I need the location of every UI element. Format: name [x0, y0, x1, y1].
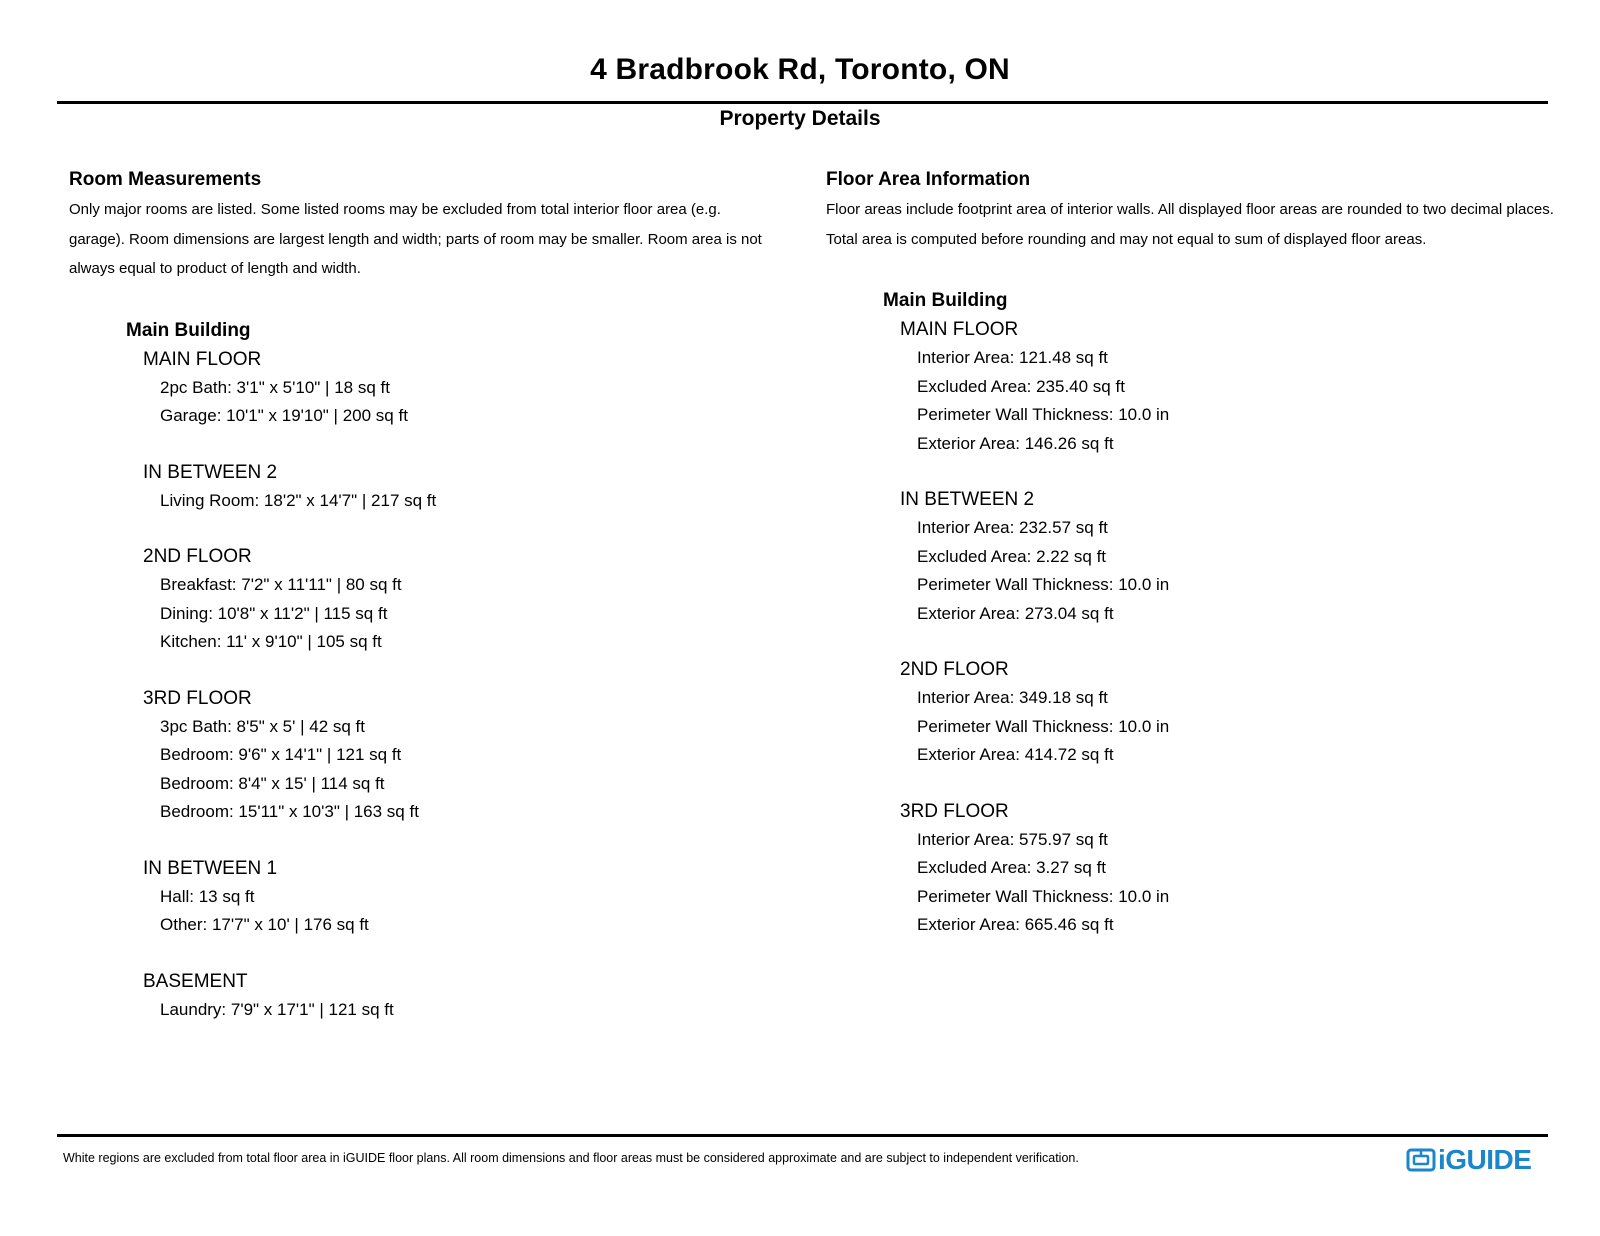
iguide-logo-text: iGUIDE: [1438, 1144, 1532, 1175]
area-item: Perimeter Wall Thickness: 10.0 in: [917, 716, 1170, 736]
area-item: Excluded Area: 3.27 sq ft: [917, 858, 1107, 877]
area-item: Exterior Area: 665.46 sq ft: [917, 915, 1114, 934]
title-rule: [57, 101, 1548, 104]
area-item: Perimeter Wall Thickness: 10.0 in: [917, 886, 1170, 906]
area-item: Interior Area: 349.18 sq ft: [917, 688, 1108, 707]
floor-section: [900, 655, 1556, 770]
room-item: Bedroom: 9'6" x 14'1" | 121 sq ft: [160, 745, 402, 764]
room-item: Garage: 10'1" x 19'10" | 200 sq ft: [160, 406, 408, 425]
area-item: Exterior Area: 414.72 sq ft: [917, 745, 1114, 764]
floor-section: [143, 345, 779, 431]
floor-name: MAIN FLOOR: [143, 348, 262, 370]
floor-name: BASEMENT: [143, 970, 248, 992]
page-subtitle: Property Details: [719, 107, 881, 130]
floor-name: MAIN FLOOR: [900, 319, 1019, 340]
footer-note: White regions are excluded from total floor area in iGUIDE floor plans. All room dimensions and floor areas must be considered approximate and are subject to independent verification.: [63, 1151, 1079, 1165]
area-building: [883, 287, 1556, 940]
area-item: Interior Area: 121.48 sq ft: [917, 348, 1108, 367]
room-measurements-heading: Room Measurements: [69, 169, 262, 190]
floor-name: 2ND FLOOR: [900, 659, 1009, 680]
floor-name: IN BETWEEN 1: [143, 857, 278, 879]
area-item: Excluded Area: 235.40 sq ft: [917, 376, 1125, 396]
floor-section: [900, 485, 1556, 628]
area-item: Exterior Area: 273.04 sq ft: [917, 603, 1114, 623]
floor-name: IN BETWEEN 2: [900, 489, 1035, 510]
room-item: Bedroom: 15'11" x 10'3" | 163 sq ft: [160, 802, 419, 821]
area-item: Perimeter Wall Thickness: 10.0 in: [917, 405, 1170, 424]
floor-section: [900, 797, 1556, 940]
room-item: 3pc Bath: 8'5" x 5' | 42 sq ft: [160, 716, 366, 736]
floor-section: [143, 542, 779, 657]
room-item: 2pc Bath: 3'1" x 5'10" | 18 sq ft: [160, 377, 390, 397]
page-title: 4 Bradbrook Rd, Toronto, ON: [590, 53, 1010, 86]
room-item: Other: 17'7" x 10' | 176 sq ft: [160, 915, 369, 934]
floor-name: IN BETWEEN 2: [143, 461, 278, 483]
area-item: Perimeter Wall Thickness: 10.0 in: [917, 575, 1170, 594]
floor-area-description: Floor areas include footprint area of interior walls. All displayed floor areas are rounded to two decimal places. Total area is computed before rounding and may not equal to sum of displayed floor areas.: [826, 201, 1554, 248]
floor-section: [900, 315, 1556, 458]
floor-section: [143, 684, 779, 827]
floor-section: [143, 854, 779, 940]
room-measurements-column: [69, 165, 779, 1051]
floor-name: 2ND FLOOR: [143, 546, 252, 567]
floor-section: [143, 967, 779, 1025]
building-heading: Main Building: [883, 290, 1008, 311]
room-item: Breakfast: 7'2" x 11'11" | 80 sq ft: [160, 575, 402, 594]
floor-section: [143, 458, 779, 516]
iguide-logo: [1406, 1144, 1531, 1176]
building-heading: Main Building: [126, 319, 251, 341]
room-building: [126, 317, 779, 1025]
room-item: Hall: 13 sq ft: [160, 886, 255, 906]
room-item: Dining: 10'8" x 11'2" | 115 sq ft: [160, 603, 388, 623]
area-item: Interior Area: 575.97 sq ft: [917, 829, 1108, 849]
floor-name: 3RD FLOOR: [143, 687, 252, 709]
floor-area-column: [826, 165, 1556, 967]
room-item: Living Room: 18'2" x 14'7" | 217 sq ft: [160, 490, 437, 510]
room-measurements-description: Only major rooms are listed. Some listed rooms may be excluded from total interior floor area (e.g. garage). Room dimensions are largest length and width; parts of room may be smaller. Room area is not always equal to product of length and width.: [69, 201, 762, 277]
floor-name: 3RD FLOOR: [900, 800, 1009, 822]
room-item: Laundry: 7'9" x 17'1" | 121 sq ft: [160, 999, 394, 1019]
room-item: Bedroom: 8'4" x 15' | 114 sq ft: [160, 773, 385, 793]
iguide-logo-icon: [1406, 1147, 1436, 1173]
floor-area-heading: Floor Area Information: [826, 169, 1031, 190]
area-item: Exterior Area: 146.26 sq ft: [917, 433, 1114, 453]
area-item: Interior Area: 232.57 sq ft: [917, 518, 1108, 537]
footer-rule: [57, 1134, 1548, 1137]
area-item: Excluded Area: 2.22 sq ft: [917, 546, 1107, 566]
room-item: Kitchen: 11' x 9'10" | 105 sq ft: [160, 632, 382, 651]
